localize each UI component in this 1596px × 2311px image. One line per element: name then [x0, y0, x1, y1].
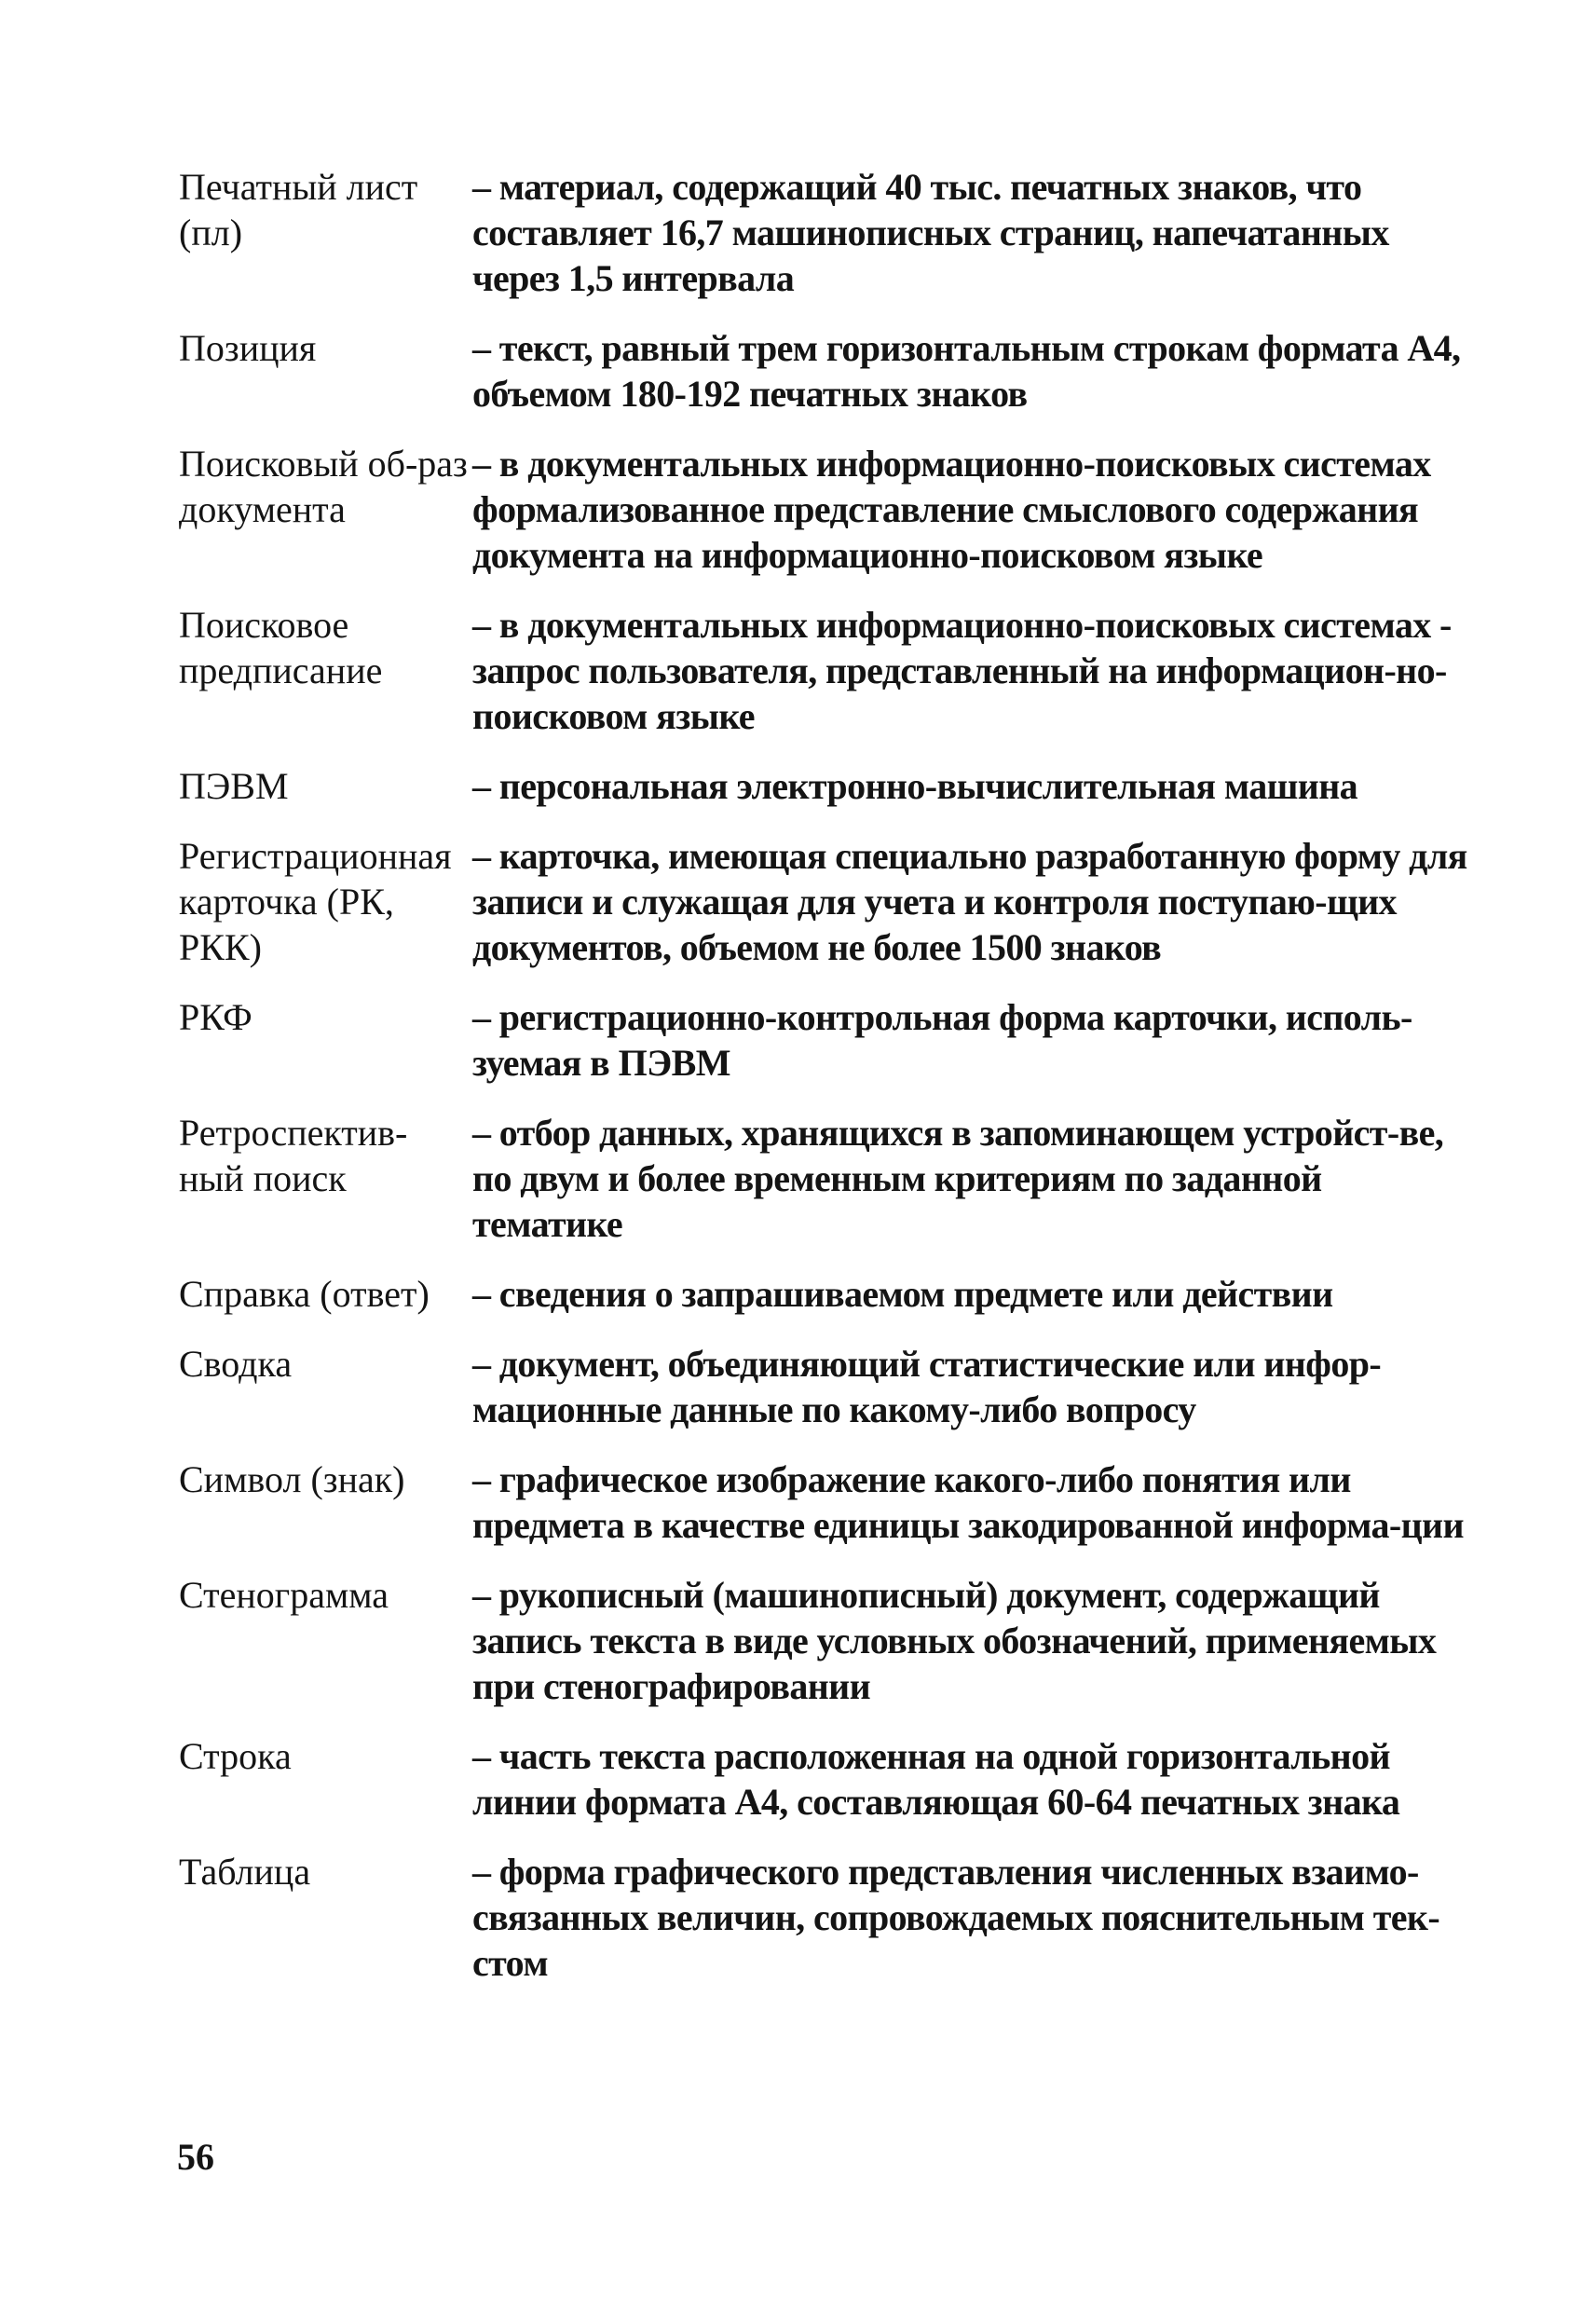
glossary-term: ПЭВМ [179, 765, 289, 807]
glossary-definition: – графическое изображение какого-либо понятия или предмета в качестве единицы закодированной информа-ции [472, 1458, 1464, 1546]
glossary-definition: – материал, содержащий 40 тыс. печатных знаков, что составляет 16,7 машинописных страниц, напечатанных через 1,5 интервала [472, 166, 1389, 299]
glossary-entry [179, 1110, 1474, 1247]
glossary-term: Таблица [179, 1851, 311, 1893]
glossary-entry [179, 833, 1474, 970]
glossary-entry [179, 763, 1474, 809]
glossary-definition: – сведения о запрашиваемом предмете или действии [472, 1273, 1333, 1315]
glossary-definition: – часть текста расположенная на одной горизонтальной линии формата А4, составляющая 60-64 печатных знака [472, 1735, 1400, 1823]
glossary-term: Ретроспектив-ный поиск [179, 1112, 408, 1199]
glossary-definition: – рукописный (машинописный) документ, содержащий запись текста в виде условных обозначений, применяемых при стенографировании [472, 1574, 1437, 1707]
glossary-term: Регистрационная карточка (РК, РКК) [179, 835, 452, 968]
glossary-definition: – текст, равный трем горизонтальным строкам формата А4, объемом 180-192 печатных знаков [472, 327, 1461, 415]
glossary-definition: – форма графического представления численных взаимо-связанных величин, сопровождаемых пояснительным тек-стом [472, 1851, 1440, 1984]
glossary-entry [179, 602, 1474, 739]
glossary-term: Сводка [179, 1343, 293, 1385]
glossary-term: Строка [179, 1735, 292, 1777]
glossary-term: Поисковый об-раз документа [179, 443, 468, 530]
glossary-entry [179, 164, 1474, 301]
glossary-definition: – регистрационно-контрольная форма карточки, исполь-зуемая в ПЭВМ [472, 996, 1412, 1084]
glossary-entry [179, 1572, 1474, 1709]
glossary-entry [179, 1456, 1474, 1548]
glossary-list [179, 164, 1474, 2010]
page-number: 56 [177, 2136, 214, 2178]
glossary-term: РКФ [179, 996, 252, 1038]
glossary-definition: – в документальных информационно-поисковых системах формализованное представление смыслового содержания документа на информационно-поисковом языке [472, 443, 1431, 576]
glossary-term: Стенограмма [179, 1574, 389, 1616]
glossary-term: Символ (знак) [179, 1458, 405, 1500]
glossary-definition: – документ, объединяющий статистические или инфор-мационные данные по какому-либо вопросу [472, 1343, 1382, 1430]
glossary-entry [179, 325, 1474, 417]
glossary-definition: – отбор данных, хранящихся в запоминающем устройст-ве, по двум и более временным критериям по заданной тематике [472, 1112, 1444, 1245]
glossary-entry [179, 441, 1474, 578]
glossary-term: Позиция [179, 327, 317, 369]
glossary-definition: – персональная электронно-вычислительная машина [472, 765, 1358, 807]
glossary-term: Справка (ответ) [179, 1273, 430, 1315]
glossary-entry [179, 1849, 1474, 1986]
glossary-term: Поисковое предписание [179, 604, 383, 691]
glossary-entry [179, 1341, 1474, 1432]
glossary-entry [179, 1733, 1474, 1825]
glossary-entry [179, 994, 1474, 1086]
glossary-definition: – карточка, имеющая специально разработанную форму для записи и служащая для учета и контроля поступаю-щих документов, объемом не более 1500 знаков [472, 835, 1467, 968]
glossary-entry [179, 1271, 1474, 1317]
glossary-definition: – в документальных информационно-поисковых системах - запрос пользователя, представленный на информацион-но-поисковом языке [472, 604, 1452, 737]
glossary-term: Печатный лист (пл) [179, 166, 418, 253]
